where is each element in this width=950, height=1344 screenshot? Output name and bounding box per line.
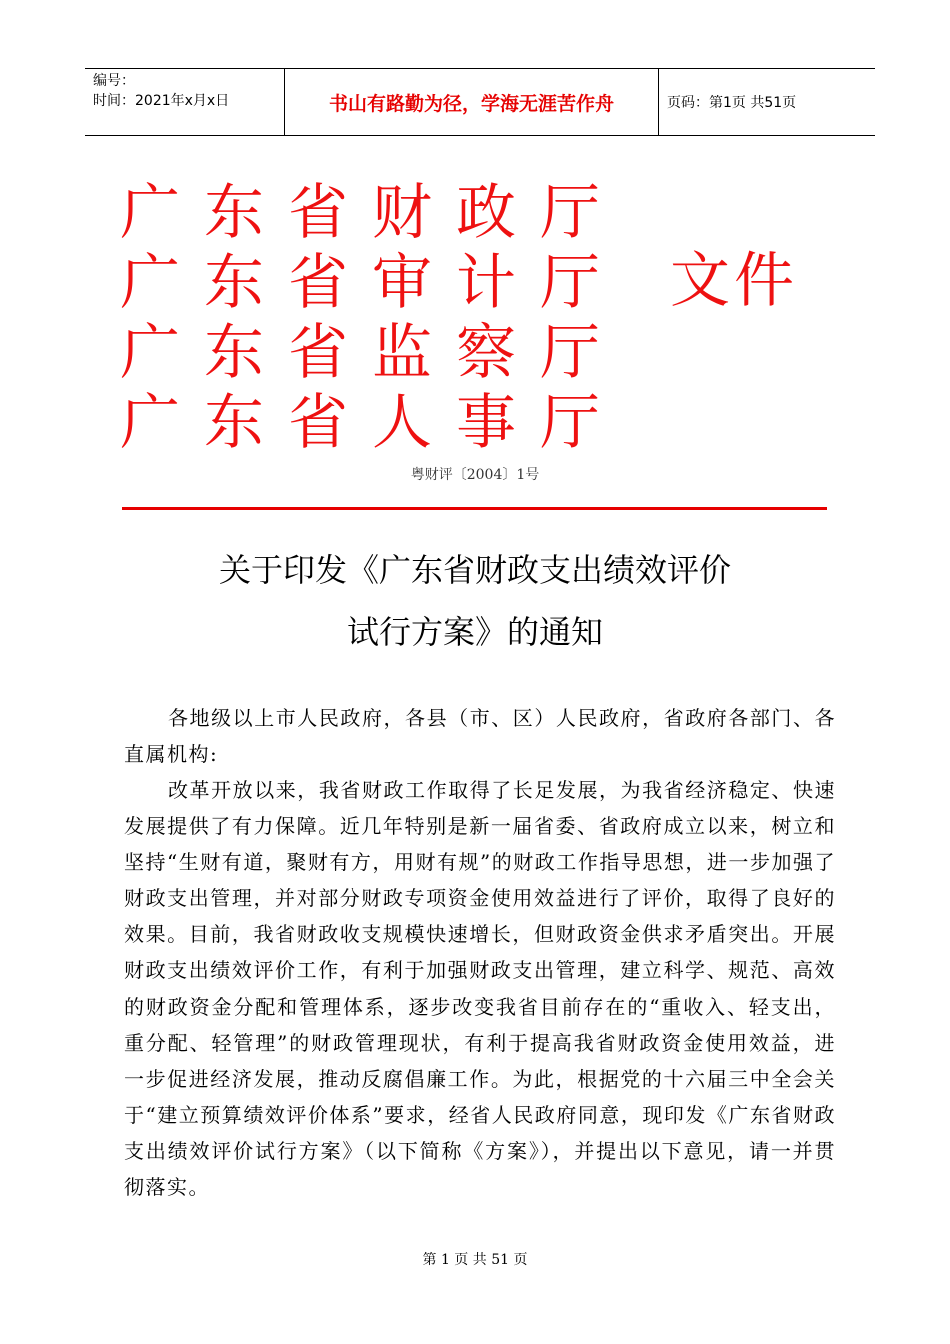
page-footer: 第 1 页 共 51 页: [422, 1252, 528, 1268]
doc-title-line2: 试行方案》的通知: [346, 613, 603, 651]
document-number: 粤财评〔2004〕1号: [410, 467, 540, 483]
header-meta: [85, 69, 285, 135]
serial-label: 编号：: [93, 73, 135, 89]
doc-title-line1: 关于印发《广东省财政支出绩效评价: [218, 551, 731, 589]
time-label: 时间：2021年x月x日: [93, 93, 230, 109]
issuing-authorities: [120, 178, 840, 458]
issuer-supervision: 广东省监察厅: [120, 318, 624, 388]
issuer-personnel: 广东省人事厅: [120, 388, 624, 458]
body-paragraph: 改革开放以来，我省财政工作取得了长足发展，为我省经济稳定、快速发展提供了有力保障。近几年特别是新一届省委、省政府成立以来，树立和坚持“生财有道，聚财有方，用财有规”的财政工作指导思想，进一步加强了财政支出管理，并对部分财政专项资金使用效益进行了评价，取得了良好的效果。目前，我省财政收支规模快速增长，但财政资金供求矛盾突出。开展财政支出绩效评价工作，有利于加强财政支出管理，建立科学、规范、高效的财政资金分配和管理体系，逐步改变我省目前存在的“重收入、轻支出，重分配、轻管理”的财政管理现状，有利于提高我省财政资金使用效益，进一步促进经济发展，推动反腐倡廉工作。为此，根据党的十六届三中全会关于“建立预算绩效评价体系”要求，经省人民政府同意，现印发《广东省财政支出绩效评价试行方案》（以下简称《方案》），并提出以下意见，请一并贯彻落实。: [124, 778, 836, 1200]
header-motto: 书山有路勤为径，学海无涯苦作舟: [285, 69, 659, 135]
document-word: 文件: [670, 246, 798, 316]
header-page-info: 页码：第1页 共51页: [667, 95, 797, 111]
issuer-audit: 广东省审计厅: [120, 248, 624, 318]
red-divider: [122, 507, 827, 510]
page-header: [85, 68, 875, 136]
addressee: 各地级以上市人民政府，各县（市、区）人民政府，省政府各部门、各直属机构:: [124, 706, 836, 767]
issuer-finance: 广东省财政厅: [120, 178, 624, 248]
